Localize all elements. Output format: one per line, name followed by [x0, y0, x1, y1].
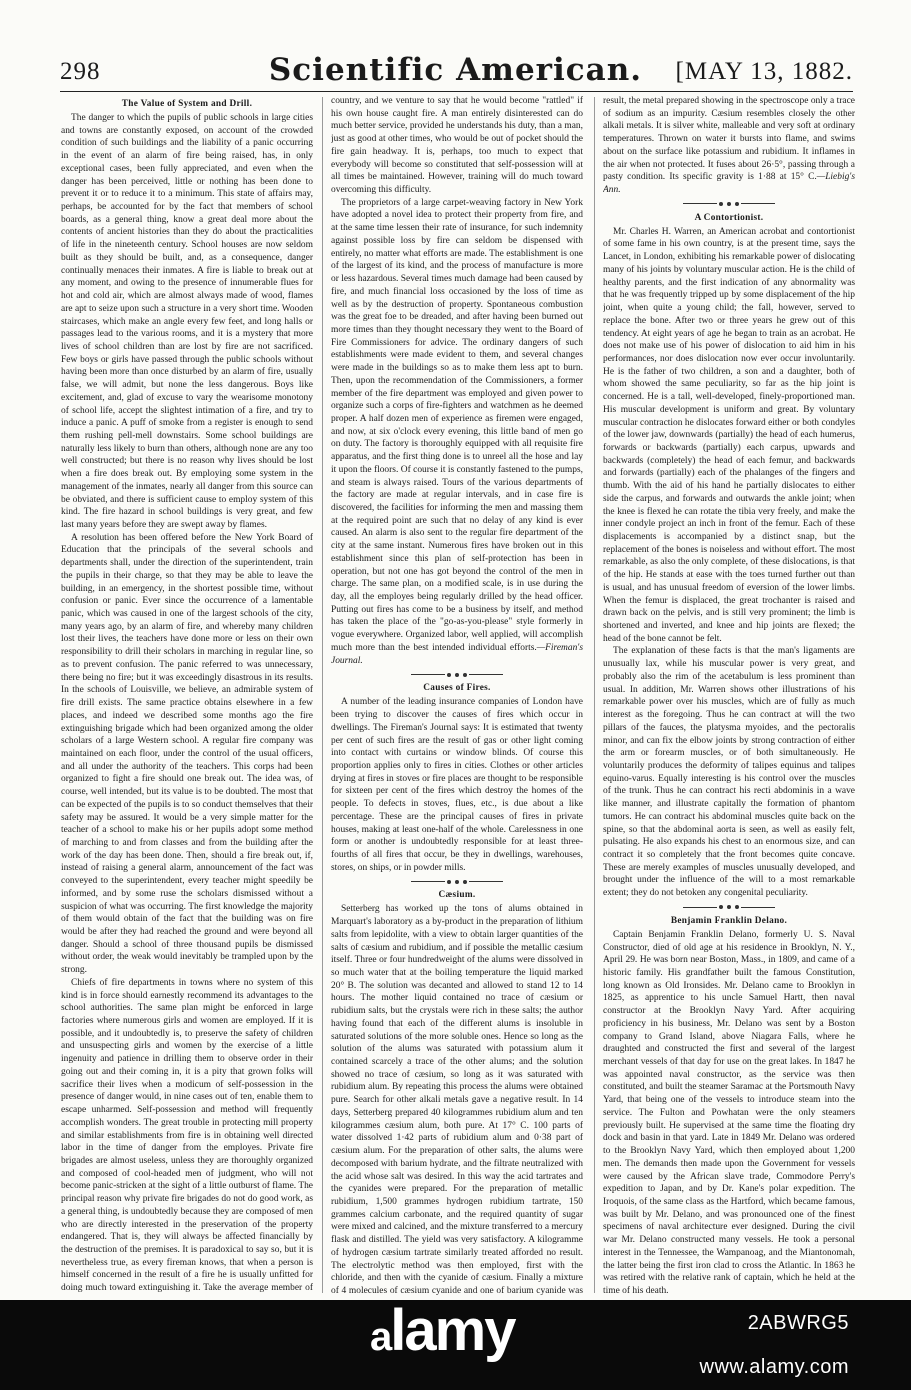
article-heading-delano: Benjamin Franklin Delano.	[670, 915, 788, 926]
paragraph: The explanation of these facts is that the man's ligaments are unusually lax, while his muscular power is very great, and probably also the rim of the acetabulum is less prominent than usual. In addition, Mr. Warren shows other illustrations of his remarkable power over his muscles, which are of fully as much interest as the foregoing. Thus he can contract at will the two pillars of the fauces, the platysma myoides, and the pectoralis minor, and can fix the elbow joints by strong contraction of either the arm or forearm muscles, or of both simultaneously. He voluntarily produces the deformity of talipes equinus and talipes equino-varus. Equally interesting is his control over the muscles of the trunk. Thus he can contract his recti abdominis in a wave like manner, and illustrate capitally the formation of phantom tumors. He can contract his abdominal muscles quite back on the spine, so that the abdominal aorta is seen, as well as easily felt, pulsating. He also expands his chest to an enormous size, and can contract it so completely that the front becomes quite concave. These are merely examples of muscles unusually developed, and brought under the influence of the will to a most remarkable extent; they do not betoken any congenital peculiarity.	[603, 646, 855, 899]
alamy-logo-text: lamy	[390, 1298, 515, 1363]
header-rule	[60, 91, 853, 92]
section-ornament	[603, 198, 855, 209]
column-3	[603, 95, 855, 1295]
paragraph: Setterberg has worked up the tons of alums obtained in Marquart's laboratory as a by-product in the preparation of lithium salts from lepidolite, with a view to obtain larger quantities of the salts of cæsium and rubidium, and if possible the metallic cæsium itself. Three or four hundredweight of the alums were dissolved in so much water that at the boiling temperature the liquid marked 20° B. The solution was decanted and allowed to stand 12 to 14 hours. The mother liquid contained no trace of cæsium or rubidium salts, but the crystals were rich in these salts; the author having found that each of the different alums is insoluble in saturated solutions of the more soluble ones. Hence so long as the solution of the alums was saturated with potassium alum it contained scarcely a trace of the other alums; and the solution showed no trace of cæsium, so long as it was saturated with rubidium alum. By repeating this process the alums were obtained pure. Search for other alkali metals gave a negative result. In 14 days, Setterberg prepared 40 kilogrammes rubidium alum and ten kilogrammes cæsium alum, both pure. At 17° C. 100 parts of water dissolved 1·42 parts of rubidium alum and 0·38 part of cæsium alum. For the preparation of other salts, the alums were decomposed with barium hydrate, and the filtrate neutralized with the acid whose salt was desired. In this way the acid tartrates and the cyanides were prepared. For the preparation of metallic rubidium, 1,500 grammes hydrogen rubidium tartrate, 150 grammes calcium carbonate, and the required quantity of sugar were mixed and calcined, and the mixture transferred to a mercury flask and distilled. The yield was very satisfactory. A kilogramme of hydrogen cæsium tartrate similarly treated afforded no result. The electrolytic method was then employed, first with the chloride, and then with the cyanide of cæsium. Finally a mixture of 4 molecules of cæsium cyanide and one of barium cyanide was	[331, 904, 583, 1295]
issue-date: [MAY 13, 1882.	[675, 58, 853, 85]
article-heading-causes-of-fires: Causes of Fires.	[423, 683, 491, 694]
paragraph: Captain Benjamin Franklin Delano, formerly U. S. Naval Constructor, died of old age at his residence in Brooklyn, N. Y., April 29. He was born near Boston, Mass., in 1809, and came of a historic family. His grandfather built the famous Constitution, long known as Old Ironsides. Mr. Delano came to Brooklyn in 1825, as apprentice to his uncle Samuel Hartt, then naval constructor at the Brooklyn Navy Yard. After acquiring proficiency in his business, Mr. Delano was sent by a Boston company to Grand Island, above Niagara Falls, where he draughted and constructed the first and several of the largest merchant vessels of that day for use on the great lakes. In 1847 he was appointed naval constructor, as the service was then constituted, and built the steamer Saramac at the Portsmouth Navy Yard, that being one of the vessels to introduce steam into the service. The Fulton and Powhatan were the only steamers previously built. He supervised at the same time the floating dry dock and basin in that yard. Late in 1849 Mr. Delano was ordered to the Brooklyn Navy Yard, which then employed about 1,200 men. The demands then made upon the Government for vessels were caused by the African slave trade, Commodore Perry's expedition to Japan, and by Dr. Kane's polar expedition. The Iroquois, of the same class as the Hartford, which became famous, was built by Mr. Delano, and was pronounced one of the finest specimens of naval architecture ever designed. During the civil war Mr. Delano constructed many vessels. He took a personal interest in the Tennessee, the Wampanoag, and the Miantonomah, the latter being the first iron clad to cross the Atlantic. In 1863 he was retired with the relative rank of captain, which he held at the time of his death.	[603, 929, 855, 1295]
stock-watermark-band	[0, 1300, 911, 1390]
masthead-title: Scientific American.	[268, 52, 643, 88]
paragraph: The danger to which the pupils of public schools in large cities and towns are constantly exposed, on account of the crowded condition of such buildings and the liability of a panic occurring in the event of an alarm of fire being raised, has, in only exceptional cases, been fully appreciated, and even when the danger has been perceived, little or nothing has been done to prevent it or to reduce it to a minimum. This state of affairs may, perhaps, be accounted for by the fact that members of school boards, as a general thing, know a great deal more about the contents of ancient histories than they do about the practicalities of life in the nineteenth century. School houses are now seldom built as they should be built, and, as a consequence, danger continually menaces their inmates. A fire is liable to break out at any moment, and owing to the presence of innumerable flues for hot and cold air, which are almost always made of wood, flames are apt to seize upon such a structure in a very short time. Wooden staircases, which make an angle every few feet, and long halls or passages lead to the various rooms, and it is a mystery that more lives of school children than are lost by fire are not sacrificed. Few boys or girls have passed through the public schools without having been more than once disturbed by an alarm of fire, usually false, we will admit, but none the less dangerous. Boys like excitement, and, glad of excuse to vary the wearisome monotony of school life, accept the slightest intimation of a fire, and try to induce a panic. A puff of smoke from a register is enough to send them rushing pell-mell downstairs. Some school buildings are naturally less likely to burn than others, although none are any too well constructed; but there is no reason why lives should be lost when a fire does break out. By employing some system in the management of the inmates, nearly all danger from this source can be obviated, and there is sufficient cause to employ system of this kind. The fire hazard in school buildings is very great, and few last many years before they are swept away by flames.	[61, 113, 313, 530]
column-1	[61, 95, 313, 1295]
citation: —Liebig's Ann.	[603, 172, 855, 196]
article-heading-caesium: Cæsium.	[438, 890, 476, 901]
column-divider	[322, 97, 323, 1293]
column-2	[331, 95, 583, 1295]
section-ornament	[603, 901, 855, 912]
paragraph	[331, 197, 583, 668]
page-number: 298	[60, 58, 101, 85]
page-header	[0, 0, 911, 100]
paragraph	[603, 95, 855, 197]
citation: —Fireman's Journal.	[331, 642, 583, 666]
column-divider	[594, 97, 595, 1293]
paragraph: Mr. Charles H. Warren, an American acrobat and contortionist of some fame in his own country, is at the present time, says the Lancet, in London, exhibiting his remarkable power of dislocating many of his joints by voluntary muscular action. He is the child of healthy parents, and the first indication of any abnormality was that he was frequently tripped up by some displacement of the hip joint, when quite a young child; the fall, however, served to replace the bone. After two or three years he grew out of this tendency. At eight years of age he began to train as an acrobat. He does not make use of his power of dislocation to aid him in his performances, nor does dislocation now ever occur involuntarily. He is the father of two children, a son and a daughter, both of whom showed the same peculiarity, so far as the hip joint is concerned. He is a tall, well-developed, finely-proportioned man. His muscular development is uniform and great. By voluntary muscular contraction he dislocates forward either or both condyles of the lower jaw, downwards (partially) the head of each humerus, forwards or backwards (partially) each carpus, upwards and backwards (completely) the head of each femur, and backwards and forwards (partially) each of the phalanges of the fingers and thumb. With the aid of his hand he partially dislocates to either side the carpus, and forwards and outwards the ankle joint; when the knee is flexed he can rotate the tibia very freely, and make the inner condyle project an inch in front of the femur. Each of these displacements is accompanied by a distinct snap, but the replacement of the bones is noiseless and without effort. The most remarkable, as also the only complete, of these dislocations, is that of the hip. He stands at ease with the toes turned further out than is usual, and has unusual freedom of eversion of the lower limbs. When the femur is displaced, the great trochanter is raised and drawn back on the pelvis, and is still very prominent; the limb is shortened and inverted, and knee and hip joints are flexed; the head of the bone cannot be felt.	[603, 226, 855, 644]
paragraph-text: result, the metal prepared showing in the spectroscope only a trace of sodium as an impurity. Cæsium resembles closely the other alkali metals. It is silver white, malleable and very soft at ordinary temperatures. Thrown on water it bursts into flame, and swims about on the surface like potassium and rubidium. It inflames in the air when not protected. It fuses about 26·5°, passing through a pasty condition. Its specific gravity is 1·88 at 15° C.	[603, 96, 855, 183]
paragraph: A number of the leading insurance companies of London have been trying to discover the causes of fires which occur in dwellings. The Fireman's Journal says: It is estimated that twenty per cent of such fires are the result of gas or other light coming into contact with curtains or window blinds. Of course this proportion applies only to fires in cities. Clothes or other articles drying at fires in stoves or fire places are thought to be responsible for sixteen per cent of the fires which destroy the homes of the people. To defects in stoves, flues, etc., is due about a like percentage. These are the principal causes of fires in private houses, making at least one-half of the whole. Carelessness in one form or another is undoubtedly responsible for at least three-fourths of all fires that occur, be they in dwellings, warehouses, stores, on ships, or in powder mills.	[331, 697, 583, 873]
section-ornament	[331, 875, 583, 886]
paragraph: Chiefs of fire departments in towns where no system of this kind is in force should earnestly recommend its advantages to the school authorities. The same plan might be enforced in large factories where numerous girls and women are employed. If it is possible, and it undoubtedly is, to preserve the safety of children and unsuspecting girls and women by the exercise of a little ingenuity and patience in drilling them to observe order in their going out and their coming in, it is a pity that grown folks will sacrifice their lives when a modicum of self-possession in the presence of danger would, in nine cases out of ten, enable them to escape unharmed. Self-possession and method will frequently accomplish wonders. The great trouble in protecting mill property and similar establishments from fire is in obtaining well directed labor in the time of danger from the employes. Private fire brigades are almost useless, unless they are thoroughly organized and composed of cool-headed men of judgment, who will not become panic-stricken at the sight of a little outburst of flame. The principal reason why private fire brigades do not do good work, as a general thing, is undoubtedly because they are composed of men who are directly interested in the preservation of the property endangered. That is, they will always be affected financially by the destruction of the premises. It is paradoxical to say so, but it is nevertheless true, as every fireman knows, that when a person is himself concerned in the result of a fire he is usually unfitted for doing much toward extinguishing it. Take the average member of	[61, 977, 313, 1294]
article-columns	[61, 95, 855, 1295]
article-heading-system-drill: The Value of System and Drill.	[121, 99, 253, 109]
article-heading-contortionist: A Contortionist.	[694, 212, 764, 223]
watermark-url: www.alamy.com	[699, 1356, 849, 1378]
paragraph: country, and we venture to say that he would become "rattled" if his own house caught fire. A man entirely disinterested can do much better service, provided he understands his duty, than a man, just as good at other times, who would be out of pocket should the fire gain headway. It is, perhaps, too much to expect that everybody will become so constituted that self-possession will at all times be maintained. However, training will do much toward overcoming this difficulty.	[331, 96, 583, 196]
alamy-logo: alamy	[370, 1298, 515, 1363]
image-code: 2ABWRG5	[747, 1312, 849, 1334]
section-ornament	[331, 668, 583, 679]
paragraph: A resolution has been offered before the New York Board of Education that the principals of the several schools and departments shall, under the direction of the superintendent, train the pupils in their charge, so that they may be able to leave the building, in an emergency, in the shortest possible time, without confusion or panic. Ever since the occurrence of a lamentable panic, which was caused in one of the largest schools of the city, many years ago, by an alarm of fire, and whereby many children lost their lives, the teachers have done more or less on their own responsibility to drill their scholars in marching in regular line, so as to prevent confusion. The panic referred to was unnecessary, there being no fire; but it was exceedingly disastrous in its results. In the schools of Louisville, we believe, an admirable system of fire drill exists. The same practice obtains elsewhere in a few places, and indeed we described some months ago the fire extinguishing brigade which had been organized among the older scholars of a large Western school. A regular fire company was maintained on each floor, under the control of the usual officers, and all under the authority of the teachers. This corps had been organized to fight a fire should one break out. The idea was, of course, well intended, but its value is to be doubted. The most that can be expected of the pupils is to so conduct themselves that their safety may be assured. It would be a very simple matter for the teacher of a school to make his or her pupils adopt some method of marching to and from classes and from the building after the work of the day has been done. Then, should a fire break out, if, instead of raising a general alarm, announcement of the fact was conveyed to the superintendent, every teacher might speedily be informed, and by some ruse the scholars dismissed without a suspicion of what was occurring. The first knowledge the majority of them would obtain of the fact that the building was on fire would be after they had reached the ground and were beyond all danger. Should a school of three thousand pupils be dismissed without order, the weak would inevitably be trampled upon by the strong.	[61, 532, 313, 976]
paragraph-text: The proprietors of a large carpet-weaving factory in New York have adopted a novel idea to protect their property from fire, and at the same time lessen their rate of insurance, for such indemnity against possible loss by fire can seldom be dispensed with entirely, no matter what efforts are made. The establishment is one of the largest of its kind, and the process of manufacture is more or less hazardous. Several times much damage had been caused by fire, and much financial loss occasioned by the loss of time as well as by the destruction of property. Spontaneous combustion was the great foe to be dreaded, and after having been burned out more times than they thought necessary they went to the Board of Fire Commissioners for advice. The ordinary dangers of such establishments were made evident to them, and several changes were made in the buildings so as to make them less apt to burn. Then, upon the recommendation of the Commissioners, a former member of the fire department was employed and given power to organize such a corps of fire-fighters and watchmen as he deemed proper. A half dozen men of experience as firemen were engaged, and now, at six o'clock every evening, this little band of men go on duty. The factory is thoroughly equipped with all requisite fire apparatus, and the first thing done is to unreel all the hose and lay it upon the floors. Of course it is constantly fastened to the pumps, and steam is always raised. Tours of the various departments of the factory are made at regular intervals, and in case fire is discovered, the facilities for informing the men and massing them at the required point are such that no delay of any kind is ever caused. An alarm is also sent to the regular fire department of the city at the same instant. Numerous fires have broken out in this establishment since this plan of self-protection has been in operation, but not one has got beyond the control of the men in charge. The same plan, on a modified scale, is in use during the day, all the employes being regularly drilled by the head officer. Putting out fires has come to be a business by itself, and method has taken the place of the "go-as-you-please" style formerly in vogue everywhere. Organized labor, well applied, will accomplish much more than the best intended individual efforts.	[331, 197, 583, 653]
